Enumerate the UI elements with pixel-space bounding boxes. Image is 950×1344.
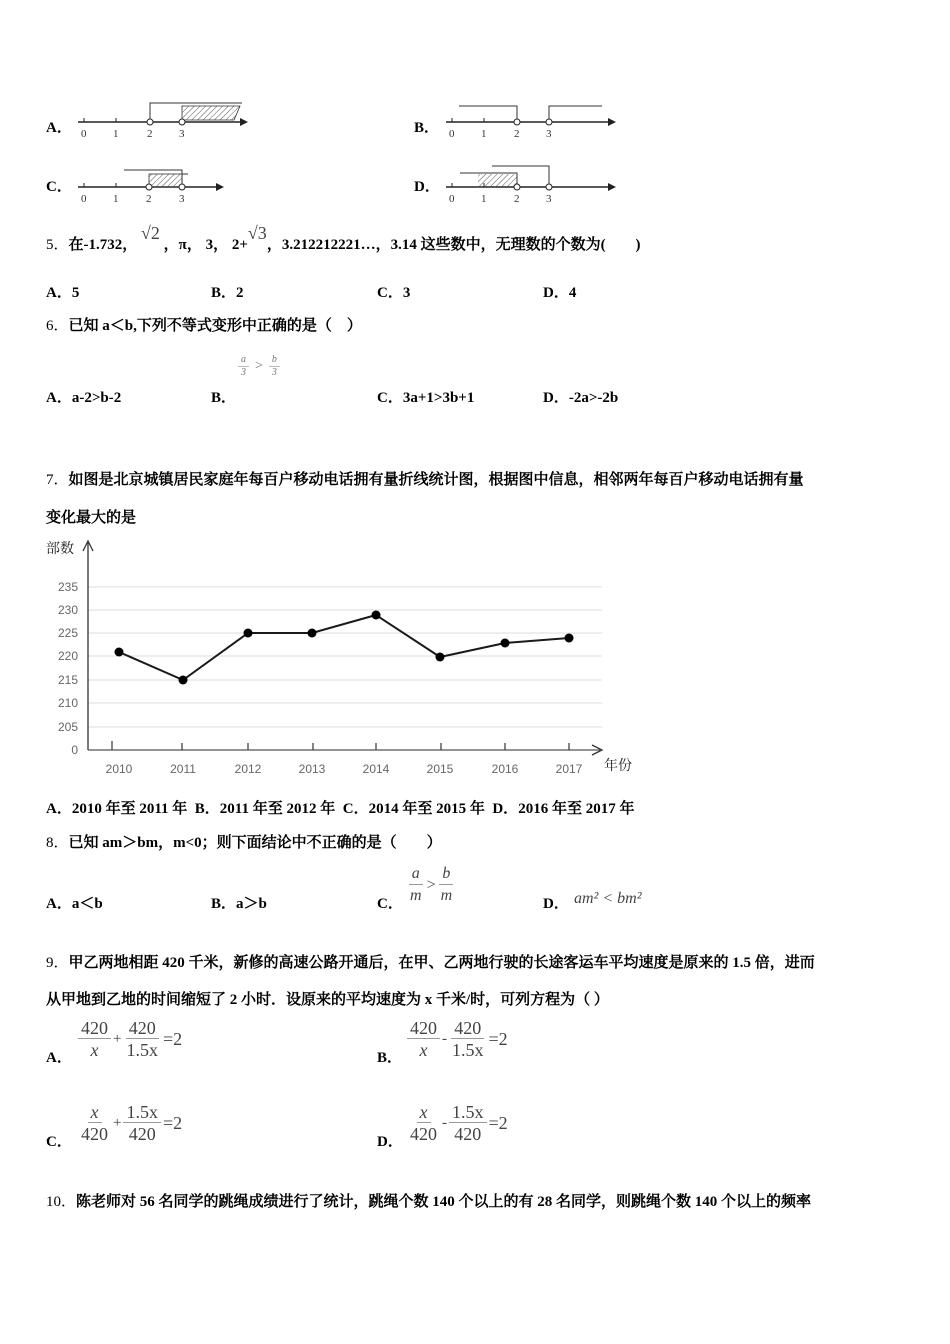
- tick-2: 2: [147, 128, 153, 140]
- svg-text:1: 1: [113, 193, 119, 205]
- svg-text:225: 225: [57, 626, 78, 640]
- q5-option-d: D．4: [543, 285, 577, 301]
- q5-option-b: B．2: [211, 285, 244, 301]
- svg-text:215: 215: [57, 673, 78, 687]
- svg-text:0: 0: [449, 193, 455, 205]
- q6-option-a: A．a-2>b-2: [46, 390, 122, 406]
- q10-question: 10．陈老师对 56 名同学的跳绳成绩进行了统计，跳绳个数 140 个以上的有 28 名同学，则跳绳个数 140 个以上的频率: [46, 1194, 812, 1210]
- q7-options: A．2010 年至 2011 年 B．2011 年至 2012 年 C．2014 年至 2015 年 D．2016 年至 2017 年: [46, 801, 635, 817]
- tick-0: 0: [81, 128, 87, 140]
- svg-text:220: 220: [57, 649, 78, 663]
- q4-option-b-numberline: [440, 98, 620, 143]
- q6-option-c: C．3a+1>3b+1: [377, 390, 475, 406]
- svg-text:2: 2: [146, 193, 152, 205]
- q8-option-d-expression: am² < bm²: [574, 890, 642, 907]
- q6-option-d: D．-2a>-2b: [543, 390, 619, 406]
- svg-text:0: 0: [449, 128, 455, 140]
- svg-text:205: 205: [57, 720, 78, 734]
- svg-text:210: 210: [57, 696, 78, 710]
- q9-option-a-label: A．: [46, 1050, 72, 1066]
- q6-option-b-label: B．: [211, 390, 237, 406]
- y-axis-title: 部数: [46, 540, 74, 556]
- svg-text:2016: 2016: [491, 762, 519, 776]
- svg-text:0: 0: [71, 743, 78, 757]
- chart-gridlines: [88, 587, 602, 727]
- q8-option-b: B．a＞b: [211, 896, 267, 912]
- sqrt3-expression: √3: [247, 223, 267, 243]
- svg-text:2014: 2014: [362, 762, 390, 776]
- q4-option-c-numberline: [72, 163, 232, 208]
- svg-text:2017: 2017: [555, 762, 583, 776]
- q5-option-a: A．5: [46, 285, 80, 301]
- q8-option-a: A．a＜b: [46, 896, 103, 912]
- q4-option-a-numberline: [72, 98, 252, 143]
- q8-option-d-label: D．: [543, 896, 569, 912]
- tick-1: 1: [113, 128, 119, 140]
- svg-text:1: 1: [481, 193, 487, 205]
- q8-option-c-expression: $\frac{a}{m}$ > $\frac{b}{m}$: [410, 865, 453, 904]
- q9-question-line2: 从甲地到乙地的时间缩短了 2 小时．设原来的平均速度为 x 千米/时，可列方程为（ ）: [46, 992, 609, 1008]
- q5-option-c: C．3: [377, 285, 411, 301]
- x-axis-title: 年份: [604, 757, 632, 773]
- q7-question-line1: 7．如图是北京城镇居民家庭年每百户移动电话拥有量折线统计图，根据图中信息，相邻两年每百户移动电话拥有量: [46, 472, 804, 488]
- svg-text:235: 235: [57, 580, 78, 594]
- q9-option-b-equation: $\frac{420}{x}$ - $\frac{420}{1.5x}$ =2: [405, 1018, 508, 1061]
- svg-text:1: 1: [481, 128, 487, 140]
- svg-text:230: 230: [57, 603, 78, 617]
- q9-question-line1: 9．甲乙两地相距 420 千米，新修的高速公路开通后，在甲、乙两地行驶的长途客运车平均速度是原来的 1.5 倍，进而: [46, 955, 815, 971]
- q9-option-d-equation: $\frac{x}{420}$ - $\frac{1.5x}{420}$ =2: [410, 1102, 508, 1144]
- svg-text:3: 3: [546, 128, 552, 140]
- q6-option-b-expression: $\frac{a}{3}$ > $\frac{b}{3}$: [236, 354, 282, 379]
- q9-option-c-equation: $\frac{x}{420}$ + $\frac{1.5x}{420}$ =2: [81, 1102, 183, 1144]
- svg-text:3: 3: [546, 193, 552, 205]
- q9-option-d-label: D．: [377, 1134, 403, 1150]
- q8-option-c-label: C．: [377, 896, 403, 912]
- q7-line-chart: [40, 535, 640, 785]
- q4-option-d-numberline: [440, 163, 620, 208]
- q4-option-a-label: A．: [46, 120, 72, 136]
- svg-text:3: 3: [179, 193, 185, 205]
- q4-option-c-label: C．: [46, 179, 72, 195]
- q7-question-line2: 变化最大的是: [46, 510, 137, 526]
- svg-text:2: 2: [514, 193, 520, 205]
- tick-3: 3: [179, 128, 185, 140]
- svg-text:2015: 2015: [426, 762, 454, 776]
- q4-option-d-label: D．: [414, 179, 440, 195]
- svg-text:2012: 2012: [234, 762, 262, 776]
- svg-text:2013: 2013: [298, 762, 326, 776]
- q9-option-a-equation: $\frac{420}{x}$ + $\frac{420}{1.5x}$ =2: [76, 1018, 182, 1061]
- q6-question: 6．已知 a＜b,下列不等式变形中正确的是（ ）: [46, 318, 362, 334]
- svg-text:2: 2: [514, 128, 520, 140]
- q5-question: 5．在-1.732， √2 ，π， 3， 2+√3，3.212212221…，3.14 这些数中，无理数的个数为( ): [46, 223, 641, 253]
- q4-option-b-label: B．: [414, 120, 440, 136]
- svg-text:2010: 2010: [105, 762, 133, 776]
- sqrt2-expression: √2: [141, 223, 160, 243]
- chart-data-points: [115, 611, 574, 685]
- q9-option-c-label: C．: [46, 1134, 72, 1150]
- q9-option-b-label: B．: [377, 1050, 403, 1066]
- q8-question: 8．已知 am＞bm，m<0；则下面结论中不正确的是（ ）: [46, 835, 442, 851]
- svg-text:0: 0: [81, 193, 87, 205]
- svg-text:2011: 2011: [170, 762, 196, 776]
- chart-series-line: [119, 615, 569, 680]
